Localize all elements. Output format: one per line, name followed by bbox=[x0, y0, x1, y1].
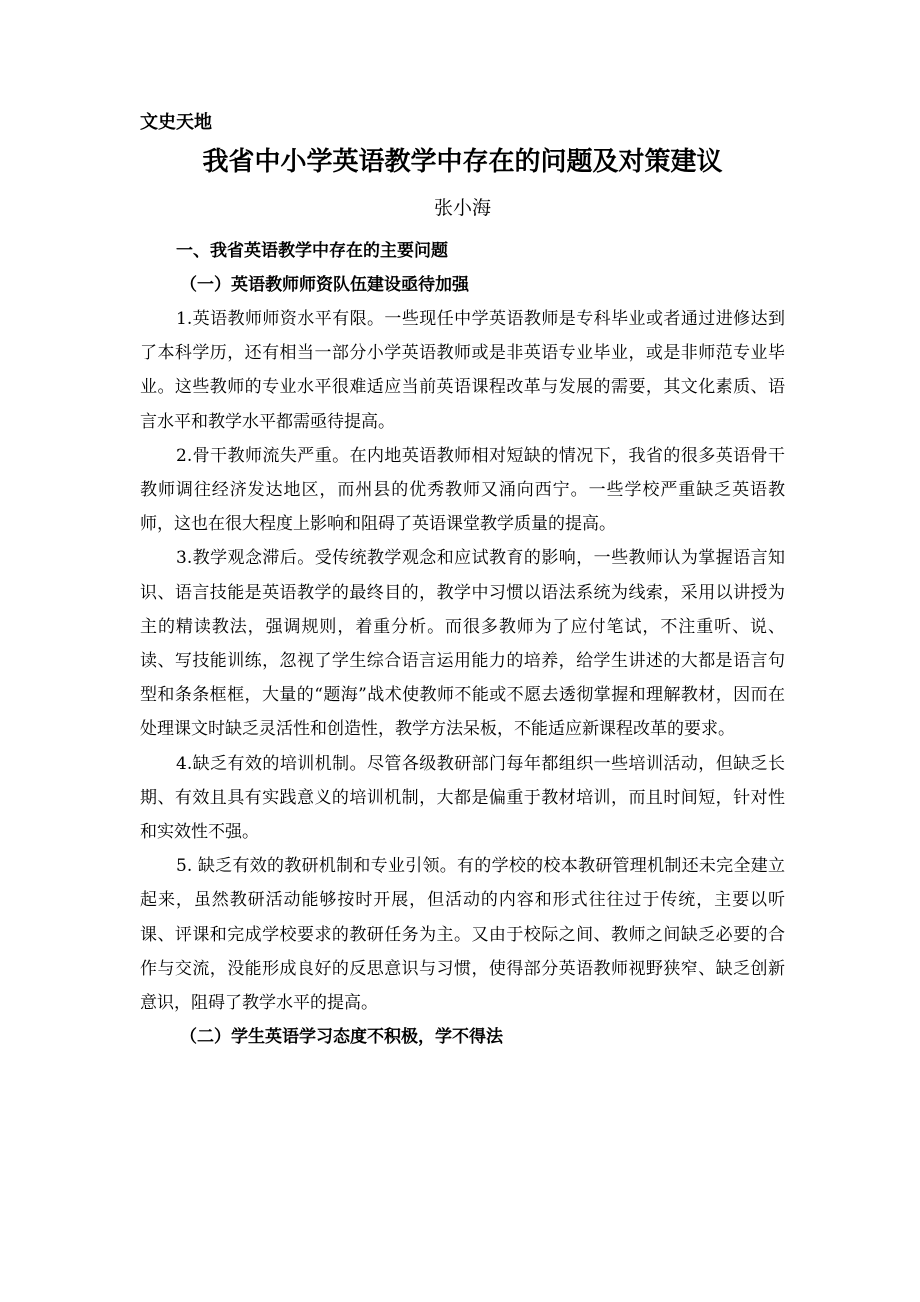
paragraph-4: 4.缺乏有效的培训机制。尽管各级教研部门每年都组织一些培训活动，但缺乏长期、有效且具有实践意义的培训机制，大都是偏重于教材培训，而且时间短，针对性和实效性不强。 bbox=[140, 753, 785, 843]
subsection-heading-1: （一）英语教师师资队伍建设亟待加强 bbox=[180, 275, 469, 295]
article-author: 张小海 bbox=[433, 197, 491, 219]
article-title: 我省中小学英语教学中存在的问题及对策建议 bbox=[202, 147, 723, 177]
paragraph-3: 3.教学观念滞后。受传统教学观念和应试教育的影响，一些教师认为掌握语言知识、语言技能是英语教学的最终目的，教学中习惯以语法系统为线索，采用以讲授为主的精读教法，强调规则，着重分析。而很多教师为了应付笔试，不注重听、说、读、写技能训练，忽视了学生综合语言运用能力的培养，给学生讲述的大都是语言句型和条条框框，大量的“题海”战术使教师不能或不愿去透彻掌握和理解教材，因而在处理课文时缺乏灵活性和创造性，教学方法呆板，不能适应新课程改革的要求。 bbox=[140, 548, 785, 740]
article-column bbox=[140, 108, 785, 1054]
paragraph-1: 1.英语教师师资水平有限。一些现任中学英语教师是专科毕业或者通过进修达到了本科学历，还有相当一部分小学英语教师或是非英语专业毕业，或是非师范专业毕业。这些教师的专业水平很难适应当前英语课程改革与发展的需要，其文化素质、语言水平和教学水平都需亟待提高。 bbox=[140, 309, 785, 432]
section-tag: 文史天地 bbox=[140, 112, 212, 133]
paragraph-2: 2.骨干教师流失严重。在内地英语教师相对短缺的情况下，我省的很多英语骨干教师调往经济发达地区，而州县的优秀教师又涌向西宁。一些学校严重缺乏英语教师，这也在很大程度上影响和阻碍了英语课堂教学质量的提高。 bbox=[140, 445, 785, 535]
subsection-heading-2: （二）学生英语学习态度不积极，学不得法 bbox=[180, 1027, 503, 1048]
paragraph-5: 5. 缺乏有效的教研机制和专业引领。有的学校的校本教研管理机制还未完全建立起来，虽然教研活动能够按时开展，但活动的内容和形式往往过于传统，主要以听课、评课和完成学校要求的教研任务为主。又由于校际之间、教师之间缺乏必要的合作与交流，没能形成良好的反思意识与习惯，使得部分英语教师视野狭窄、缺乏创新意识，阻碍了教学水平的提高。 bbox=[140, 856, 785, 1014]
section-heading-1: 一、我省英语教学中存在的主要问题 bbox=[176, 241, 448, 261]
